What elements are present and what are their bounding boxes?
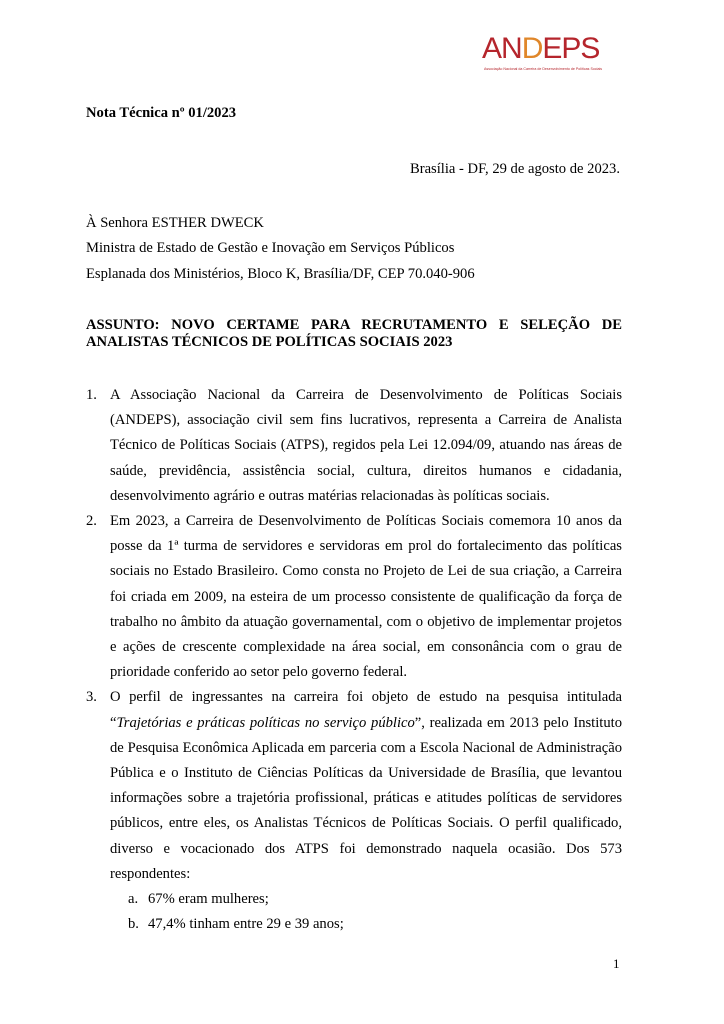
paragraph-text-after: ”, realizada em 2013 pelo Instituto de Pesquisa Econômica Aplicada em parceria com a Escola Nacional de Administração Pública e o Instituto de Ciências Políticas da Universidade de Brasília, que levantou informações sobre a trajetória profissional, práticas e atitudes políticas de servidores públicos, entre eles, os Analistas Técnicos de Políticas Sociais. O perfil qualificado, diverso e vocacionado dos ATPS foi demonstrado naquela ocasião. Dos 573 respondentes: [110, 714, 622, 882]
list-item-letter: a. [128, 891, 139, 908]
paragraph-text: Em 2023, a Carreira de Desenvolvimento de Políticas Sociais comemora 10 anos da posse da 1ª turma de servidores e servidoras em prol do fortalecimento das políticas sociais no Estado Brasileiro. Como consta no Projeto de Lei de sua criação, a Carreira foi criada em 2009, na esteira de um processo consistente de qualificação da força de trabalho no âmbito da atuação governamental, com o objetivo de implementar projetos e ações de crescente complexidade na área social, em consonância com o grau de prioridade conferido ao setor pelo governo federal. [110, 513, 622, 681]
list-item-text: 47,4% tinham entre 29 e 39 anos; [148, 916, 344, 933]
logo-wordmark: ANDEPS [482, 32, 600, 65]
paragraph-number: 2. [86, 513, 97, 530]
research-title: Trajetórias e práticas políticas no serviço público [116, 714, 415, 731]
subject-text-line2: ANALISTAS TÉCNICOS DE POLÍTICAS SOCIAIS 2023 [86, 334, 453, 350]
subject-block: ASSUNTO: NOVO CERTAME PARA RECRUTAMENTO E SELEÇÃO DE ANALISTAS TÉCNICOS DE POLÍTICAS SOCIAIS 2023 [86, 317, 622, 350]
paragraph-number: 1. [86, 387, 97, 403]
andeps-logo [482, 34, 628, 76]
paragraph-text: A Associação Nacional da Carreira de Desenvolvimento de Políticas Sociais (ANDEPS), associação civil sem fins lucrativos, representa a Carreira de Analista Técnico de Políticas Sociais (ATPS), regidos pela Lei 12.094/09, atuando nas áreas de saúde, previdência, assistência social, cultura, direitos humanos e cidadania, desenvolvimento agrário e outras matérias relacionadas às políticas sociais. [110, 387, 622, 504]
paragraph-number: 3. [86, 689, 97, 706]
logo-tagline: Associação Nacional da Carreira de Desenvolvimento de Políticas Sociais [484, 67, 603, 71]
recipient-role: Ministra de Estado de Gestão e Inovação em Serviços Públicos [86, 240, 455, 256]
list-item [86, 887, 622, 912]
list-item [86, 912, 622, 937]
list-item-text: 67% eram mulheres; [148, 891, 269, 908]
recipient-name: À Senhora ESTHER DWECK [86, 215, 264, 231]
list-item-letter: b. [128, 916, 139, 933]
page-number: 1 [613, 956, 620, 971]
date-line: Brasília - DF, 29 de agosto de 2023. [409, 161, 620, 177]
numbered-paragraphs [86, 383, 622, 937]
paragraph-text-before: O perfil de ingressantes na carreira foi objeto de estudo na pesquisa intitulada “ [110, 689, 622, 731]
paragraph-item [86, 383, 622, 509]
subject-text-line1: NOVO CERTAME PARA RECRUTAMENTO E SELEÇÃO DE [171, 317, 622, 333]
paragraph-item [86, 685, 622, 887]
recipient-address: Esplanada dos Ministérios, Bloco K, Brasília/DF, CEP 70.040-906 [86, 266, 475, 282]
document-title: Nota Técnica nº 01/2023 [86, 105, 237, 121]
paragraph-item [86, 509, 622, 685]
subject-label: ASSUNTO [86, 317, 155, 333]
